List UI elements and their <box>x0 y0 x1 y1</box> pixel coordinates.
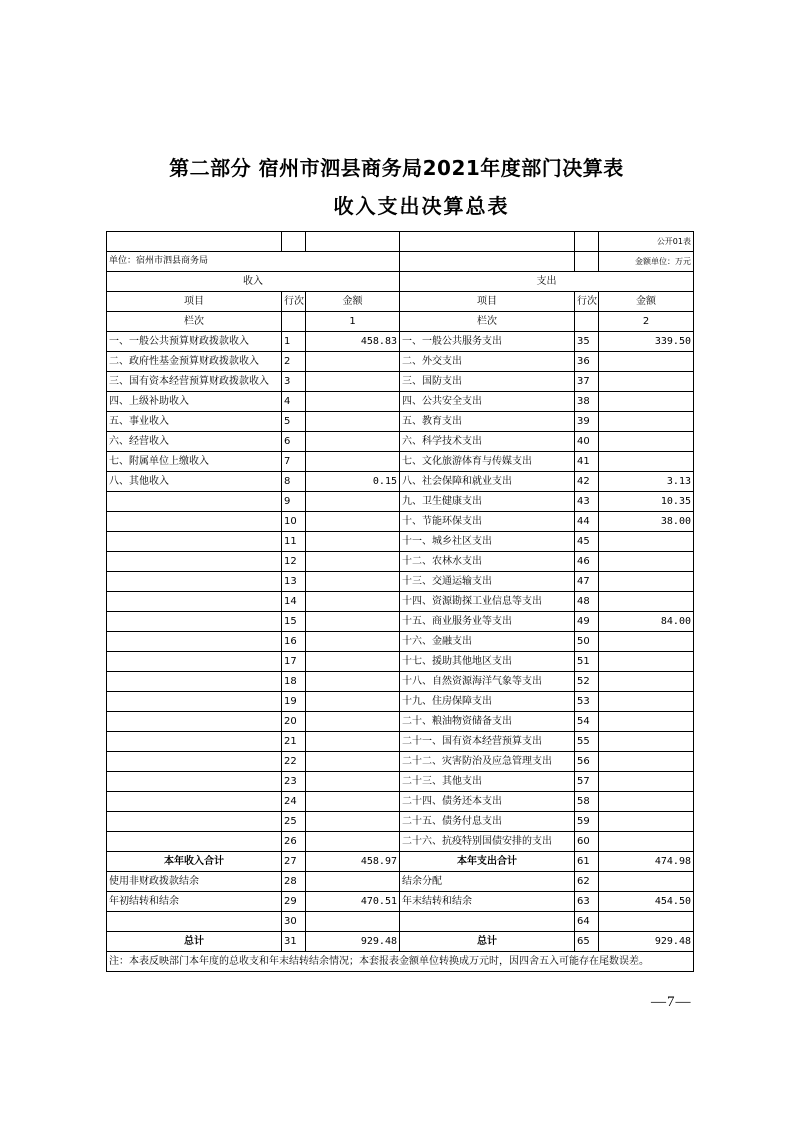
income-row-number: 2 <box>282 352 306 372</box>
income-row-number: 26 <box>282 832 306 852</box>
expense-row-number: 50 <box>575 632 599 652</box>
expense-amount: 84.00 <box>599 612 694 632</box>
income-item-name <box>107 692 282 712</box>
income-amount <box>306 632 400 652</box>
income-row-number: 23 <box>282 772 306 792</box>
expense-item-name: 十一、城乡社区支出 <box>400 532 575 552</box>
expense-item-name: 六、科学技术支出 <box>400 432 575 452</box>
income-item-name <box>107 492 282 512</box>
income-item-name: 五、事业收入 <box>107 412 282 432</box>
income-row-number: 16 <box>282 632 306 652</box>
total-expense-row: 61 <box>575 852 599 872</box>
expense-row-number: 38 <box>575 392 599 412</box>
expense-item-name: 八、社会保障和就业支出 <box>400 472 575 492</box>
income-item-name: 使用非财政拨款结余 <box>107 872 282 892</box>
income-row-number: 6 <box>282 432 306 452</box>
income-amount: 458.83 <box>306 332 400 352</box>
table-row <box>107 592 694 612</box>
income-amount <box>306 652 400 672</box>
income-item-name <box>107 512 282 532</box>
income-row-number: 18 <box>282 672 306 692</box>
expense-amount <box>599 352 694 372</box>
income-amount <box>306 352 400 372</box>
income-item-name <box>107 592 282 612</box>
expense-amount <box>599 452 694 472</box>
income-rank-label: 栏次 <box>107 312 282 332</box>
table-row <box>107 352 694 372</box>
expense-item-name: 十七、援助其他地区支出 <box>400 652 575 672</box>
income-item-name: 四、上级补助收入 <box>107 392 282 412</box>
income-item-name <box>107 572 282 592</box>
page-number: —7— <box>651 994 692 1010</box>
expense-item-name: 十九、住房保障支出 <box>400 692 575 712</box>
expense-amount <box>599 372 694 392</box>
income-row-number: 28 <box>282 872 306 892</box>
expense-amount <box>599 392 694 412</box>
expense-amount <box>599 412 694 432</box>
table-note: 注：本表反映部门本年度的总收支和年末结转结余情况；本套报表金额单位转换成万元时，因四舍五入可能存在尾数误差。 <box>107 952 694 972</box>
income-amount <box>306 512 400 532</box>
table-row <box>107 872 694 892</box>
income-row-number: 15 <box>282 612 306 632</box>
expense-row-number: 57 <box>575 772 599 792</box>
expense-item-name: 五、教育支出 <box>400 412 575 432</box>
expense-amount <box>599 832 694 852</box>
income-row-number: 13 <box>282 572 306 592</box>
income-amount <box>306 792 400 812</box>
income-item-name: 二、政府性基金预算财政拨款收入 <box>107 352 282 372</box>
expense-amount <box>599 792 694 812</box>
expense-amount <box>599 632 694 652</box>
income-item-name <box>107 612 282 632</box>
income-amount <box>306 392 400 412</box>
expense-item-name: 二十二、灾害防治及应急管理支出 <box>400 752 575 772</box>
grand-expense-amount: 929.48 <box>599 932 694 952</box>
grand-income-amount: 929.48 <box>306 932 400 952</box>
expense-item-name <box>400 912 575 932</box>
table-title: 收入支出决算总表 <box>333 194 510 218</box>
income-row-number: 21 <box>282 732 306 752</box>
expense-amount <box>599 772 694 792</box>
income-amount-header: 金额 <box>306 292 400 312</box>
income-amount <box>306 752 400 772</box>
income-section-header: 收入 <box>107 272 400 292</box>
income-row-number: 24 <box>282 792 306 812</box>
income-row-number: 25 <box>282 812 306 832</box>
expense-amount <box>599 672 694 692</box>
expense-amount <box>599 692 694 712</box>
table-row <box>107 392 694 412</box>
income-amount <box>306 812 400 832</box>
income-item-header: 项目 <box>107 292 282 312</box>
expense-amount <box>599 652 694 672</box>
expense-row-header: 行次 <box>575 292 599 312</box>
amount-unit: 金额单位：万元 <box>599 252 694 272</box>
expense-item-name: 二十、粮油物资储备支出 <box>400 712 575 732</box>
income-amount <box>306 412 400 432</box>
total-income-amount: 458.97 <box>306 852 400 872</box>
table-row <box>107 412 694 432</box>
expense-amount <box>599 712 694 732</box>
expense-item-name: 二、外交支出 <box>400 352 575 372</box>
income-amount <box>306 572 400 592</box>
column-header-row <box>107 292 694 312</box>
expense-item-name: 十五、商业服务业等支出 <box>400 612 575 632</box>
income-amount <box>306 732 400 752</box>
expense-amount <box>599 432 694 452</box>
expense-item-name: 三、国防支出 <box>400 372 575 392</box>
income-amount <box>306 492 400 512</box>
expense-row-number: 55 <box>575 732 599 752</box>
income-row-number: 4 <box>282 392 306 412</box>
income-row-number: 7 <box>282 452 306 472</box>
table-row <box>107 612 694 632</box>
expense-amount: 38.00 <box>599 512 694 532</box>
expense-item-name: 十二、农林水支出 <box>400 552 575 572</box>
income-item-name <box>107 532 282 552</box>
income-row-number: 14 <box>282 592 306 612</box>
table-row <box>107 372 694 392</box>
income-item-name <box>107 672 282 692</box>
total-expense-label: 本年支出合计 <box>400 852 575 872</box>
income-item-name: 八、其他收入 <box>107 472 282 492</box>
expense-amount: 3.13 <box>599 472 694 492</box>
expense-row-number: 46 <box>575 552 599 572</box>
table-row <box>107 772 694 792</box>
income-amount <box>306 692 400 712</box>
income-item-name: 一、一般公共预算财政拨款收入 <box>107 332 282 352</box>
income-row-number: 20 <box>282 712 306 732</box>
expense-item-name: 九、卫生健康支出 <box>400 492 575 512</box>
income-item-name <box>107 652 282 672</box>
expense-item-name: 十六、金融支出 <box>400 632 575 652</box>
income-amount <box>306 872 400 892</box>
expense-item-name: 年末结转和结余 <box>400 892 575 912</box>
form-code: 公开01表 <box>599 232 694 252</box>
table-row <box>107 512 694 532</box>
income-column-index: 1 <box>306 312 400 332</box>
expense-amount: 339.50 <box>599 332 694 352</box>
expense-row-number: 49 <box>575 612 599 632</box>
table-row <box>107 472 694 492</box>
expense-item-name: 二十一、国有资本经营预算支出 <box>400 732 575 752</box>
expense-amount <box>599 912 694 932</box>
expense-amount <box>599 872 694 892</box>
expense-amount <box>599 532 694 552</box>
table-row <box>107 432 694 452</box>
expense-amount <box>599 552 694 572</box>
note-row <box>107 952 694 972</box>
income-amount: 0.15 <box>306 472 400 492</box>
income-row-number: 12 <box>282 552 306 572</box>
income-amount <box>306 912 400 932</box>
expense-amount <box>599 752 694 772</box>
grand-income-row: 31 <box>282 932 306 952</box>
table-row <box>107 652 694 672</box>
section-header-row <box>107 272 694 292</box>
income-amount <box>306 712 400 732</box>
table-row <box>107 892 694 912</box>
expense-row-number: 56 <box>575 752 599 772</box>
income-amount <box>306 552 400 572</box>
income-amount <box>306 672 400 692</box>
income-row-number: 9 <box>282 492 306 512</box>
expense-amount <box>599 572 694 592</box>
income-item-name <box>107 752 282 772</box>
expense-amount <box>599 732 694 752</box>
expense-amount-header: 金额 <box>599 292 694 312</box>
expense-item-name: 二十六、抗疫特别国债安排的支出 <box>400 832 575 852</box>
income-item-name <box>107 792 282 812</box>
expense-row-number: 60 <box>575 832 599 852</box>
table-row <box>107 812 694 832</box>
table-row <box>107 572 694 592</box>
income-row-number: 22 <box>282 752 306 772</box>
income-item-name <box>107 552 282 572</box>
income-amount <box>306 452 400 472</box>
table-row <box>107 692 694 712</box>
income-amount <box>306 772 400 792</box>
document-title: 第二部分 宿州市泗县商务局2021年度部门决算表 <box>169 156 624 180</box>
expense-row-number: 43 <box>575 492 599 512</box>
income-amount <box>306 832 400 852</box>
expense-row-number: 58 <box>575 792 599 812</box>
expense-item-name: 十、节能环保支出 <box>400 512 575 532</box>
income-row-number: 1 <box>282 332 306 352</box>
form-code-row <box>107 232 694 252</box>
expense-row-number: 42 <box>575 472 599 492</box>
expense-amount: 10.35 <box>599 492 694 512</box>
income-item-name: 七、附属单位上缴收入 <box>107 452 282 472</box>
income-amount <box>306 612 400 632</box>
income-item-name: 六、经营收入 <box>107 432 282 452</box>
income-row-number: 5 <box>282 412 306 432</box>
expense-row-number: 54 <box>575 712 599 732</box>
expense-column-index: 2 <box>599 312 694 332</box>
expense-row-number: 37 <box>575 372 599 392</box>
expense-row-number: 63 <box>575 892 599 912</box>
income-row-number: 11 <box>282 532 306 552</box>
expense-item-name: 四、公共安全支出 <box>400 392 575 412</box>
income-row-number: 3 <box>282 372 306 392</box>
grand-expense-row: 65 <box>575 932 599 952</box>
expense-row-number: 44 <box>575 512 599 532</box>
expense-row-number: 59 <box>575 812 599 832</box>
income-item-name <box>107 772 282 792</box>
expense-amount <box>599 812 694 832</box>
income-amount <box>306 592 400 612</box>
expense-row-number: 51 <box>575 652 599 672</box>
expense-row-number: 41 <box>575 452 599 472</box>
income-expense-table <box>106 231 694 972</box>
expense-item-name: 二十三、其他支出 <box>400 772 575 792</box>
expense-row-number: 64 <box>575 912 599 932</box>
expense-item-name: 十四、资源勘探工业信息等支出 <box>400 592 575 612</box>
income-item-name: 年初结转和结余 <box>107 892 282 912</box>
expense-item-name: 七、文化旅游体育与传媒支出 <box>400 452 575 472</box>
income-row-number: 19 <box>282 692 306 712</box>
expense-item-name: 十八、自然资源海洋气象等支出 <box>400 672 575 692</box>
expense-row-number: 40 <box>575 432 599 452</box>
income-item-name <box>107 832 282 852</box>
table-row <box>107 732 694 752</box>
income-row-number: 17 <box>282 652 306 672</box>
expense-row-number: 53 <box>575 692 599 712</box>
table-row <box>107 832 694 852</box>
table-row <box>107 792 694 812</box>
income-item-name <box>107 632 282 652</box>
income-row-number: 29 <box>282 892 306 912</box>
column-index-row <box>107 312 694 332</box>
table-row <box>107 632 694 652</box>
table-row <box>107 752 694 772</box>
table-row <box>107 452 694 472</box>
expense-item-name: 十三、交通运输支出 <box>400 572 575 592</box>
expense-item-name: 一、一般公共服务支出 <box>400 332 575 352</box>
income-row-header: 行次 <box>282 292 306 312</box>
unit-row <box>107 252 694 272</box>
expense-row-number: 48 <box>575 592 599 612</box>
expense-row-number: 47 <box>575 572 599 592</box>
income-item-name: 三、国有资本经营预算财政拨款收入 <box>107 372 282 392</box>
total-income-label: 本年收入合计 <box>107 852 282 872</box>
expense-row-number: 45 <box>575 532 599 552</box>
expense-item-name: 结余分配 <box>400 872 575 892</box>
income-amount <box>306 432 400 452</box>
total-expense-amount: 474.98 <box>599 852 694 872</box>
income-amount: 470.51 <box>306 892 400 912</box>
expense-section-header: 支出 <box>400 272 694 292</box>
income-row-number: 30 <box>282 912 306 932</box>
expense-item-name: 二十四、债务还本支出 <box>400 792 575 812</box>
income-amount <box>306 532 400 552</box>
expense-row-number: 36 <box>575 352 599 372</box>
expense-row-number: 62 <box>575 872 599 892</box>
unit-label: 单位：宿州市泗县商务局 <box>107 252 400 272</box>
expense-item-name: 二十五、债务付息支出 <box>400 812 575 832</box>
table-row <box>107 492 694 512</box>
table-row <box>107 712 694 732</box>
income-item-name <box>107 712 282 732</box>
table-row <box>107 912 694 932</box>
table-row <box>107 532 694 552</box>
income-item-name <box>107 812 282 832</box>
expense-amount: 454.50 <box>599 892 694 912</box>
expense-row-number: 35 <box>575 332 599 352</box>
grand-expense-label: 总计 <box>400 932 575 952</box>
income-item-name <box>107 732 282 752</box>
table-row <box>107 552 694 572</box>
table-row <box>107 672 694 692</box>
expense-row-number: 39 <box>575 412 599 432</box>
income-amount <box>306 372 400 392</box>
expense-item-header: 项目 <box>400 292 575 312</box>
total-income-row: 27 <box>282 852 306 872</box>
grand-income-label: 总计 <box>107 932 282 952</box>
income-row-number: 10 <box>282 512 306 532</box>
table-row <box>107 332 694 352</box>
expense-row-number: 52 <box>575 672 599 692</box>
year-total-row <box>107 852 694 872</box>
income-row-number: 8 <box>282 472 306 492</box>
expense-amount <box>599 592 694 612</box>
income-item-name <box>107 912 282 932</box>
grand-total-row <box>107 932 694 952</box>
expense-rank-label: 栏次 <box>400 312 575 332</box>
